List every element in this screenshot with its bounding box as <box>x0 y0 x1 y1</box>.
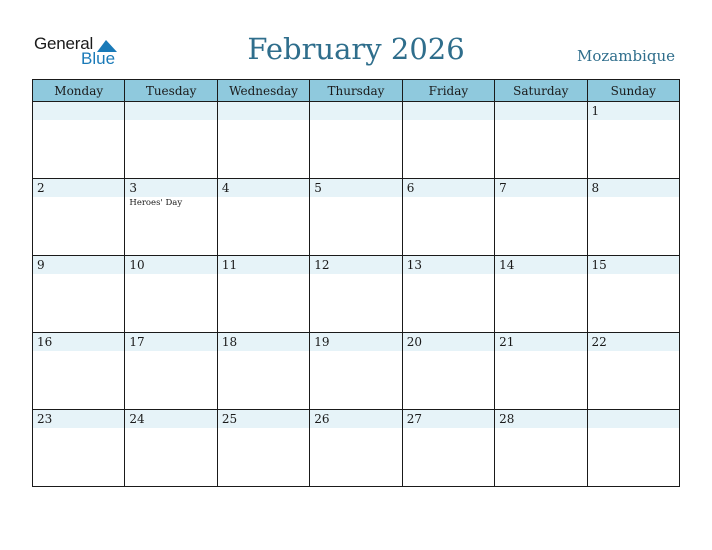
day-number <box>403 102 494 120</box>
day-number: 13 <box>403 256 494 274</box>
day-cell <box>310 179 402 256</box>
day-number: 7 <box>495 179 586 197</box>
day-cell <box>310 256 402 333</box>
day-cell <box>402 102 494 179</box>
day-number: 12 <box>310 256 401 274</box>
day-number: 23 <box>33 410 124 428</box>
day-cell <box>587 256 679 333</box>
day-cell <box>125 410 217 487</box>
logo-word-general: General <box>34 34 94 53</box>
day-cell <box>217 333 309 410</box>
week-row <box>33 256 680 333</box>
weekday-header: Saturday <box>495 80 587 102</box>
day-cell <box>495 102 587 179</box>
day-number <box>218 102 309 120</box>
weekday-header: Monday <box>33 80 125 102</box>
day-cell <box>402 333 494 410</box>
day-cell <box>402 179 494 256</box>
day-cell <box>587 333 679 410</box>
day-number: 25 <box>218 410 309 428</box>
day-cell <box>217 179 309 256</box>
day-cell <box>33 333 125 410</box>
week-row <box>33 102 680 179</box>
day-number: 1 <box>588 102 679 120</box>
day-number: 3 <box>125 179 216 197</box>
weekday-header: Friday <box>402 80 494 102</box>
day-cell <box>33 102 125 179</box>
day-number: 19 <box>310 333 401 351</box>
day-cell <box>402 410 494 487</box>
day-cell <box>310 102 402 179</box>
day-number <box>125 102 216 120</box>
day-cell <box>587 179 679 256</box>
day-number <box>495 102 586 120</box>
weekday-header: Tuesday <box>125 80 217 102</box>
calendar-grid <box>32 79 680 487</box>
day-cell <box>587 102 679 179</box>
day-cell <box>495 256 587 333</box>
day-cell <box>495 179 587 256</box>
day-number: 10 <box>125 256 216 274</box>
day-number: 9 <box>33 256 124 274</box>
day-number: 4 <box>218 179 309 197</box>
day-number: 20 <box>403 333 494 351</box>
day-number: 6 <box>403 179 494 197</box>
day-cell <box>125 333 217 410</box>
day-cell <box>310 333 402 410</box>
day-number: 15 <box>588 256 679 274</box>
day-cell <box>33 410 125 487</box>
logo-word-blue: Blue <box>81 49 116 68</box>
day-number: 18 <box>218 333 309 351</box>
day-cell <box>217 256 309 333</box>
day-number: 5 <box>310 179 401 197</box>
day-number <box>33 102 124 120</box>
day-number: 27 <box>403 410 494 428</box>
country-label: Mozambique <box>577 47 675 65</box>
day-number: 24 <box>125 410 216 428</box>
day-number: 22 <box>588 333 679 351</box>
week-row <box>33 410 680 487</box>
day-cell <box>402 256 494 333</box>
day-number: 21 <box>495 333 586 351</box>
day-cell <box>310 410 402 487</box>
weekday-header: Thursday <box>310 80 402 102</box>
day-number <box>588 410 679 428</box>
holiday-label: Heroes' Day <box>129 198 183 208</box>
week-row <box>33 179 680 256</box>
day-cell <box>495 333 587 410</box>
weekday-header: Wednesday <box>217 80 309 102</box>
day-number: 28 <box>495 410 586 428</box>
day-cell <box>587 410 679 487</box>
weekday-header: Sunday <box>587 80 679 102</box>
day-number: 14 <box>495 256 586 274</box>
day-cell <box>217 102 309 179</box>
day-number: 2 <box>33 179 124 197</box>
calendar-body <box>33 102 680 487</box>
day-cell <box>125 256 217 333</box>
day-number: 8 <box>588 179 679 197</box>
day-number: 17 <box>125 333 216 351</box>
day-number <box>310 102 401 120</box>
day-cell <box>125 179 217 256</box>
day-number: 11 <box>218 256 309 274</box>
week-row <box>33 333 680 410</box>
day-cell <box>495 410 587 487</box>
day-cell <box>33 179 125 256</box>
page-title: February 2026 <box>247 32 465 66</box>
day-cell <box>217 410 309 487</box>
day-cell <box>125 102 217 179</box>
day-cell <box>33 256 125 333</box>
day-number: 26 <box>310 410 401 428</box>
day-number: 16 <box>33 333 124 351</box>
weekday-header-row <box>33 80 680 102</box>
